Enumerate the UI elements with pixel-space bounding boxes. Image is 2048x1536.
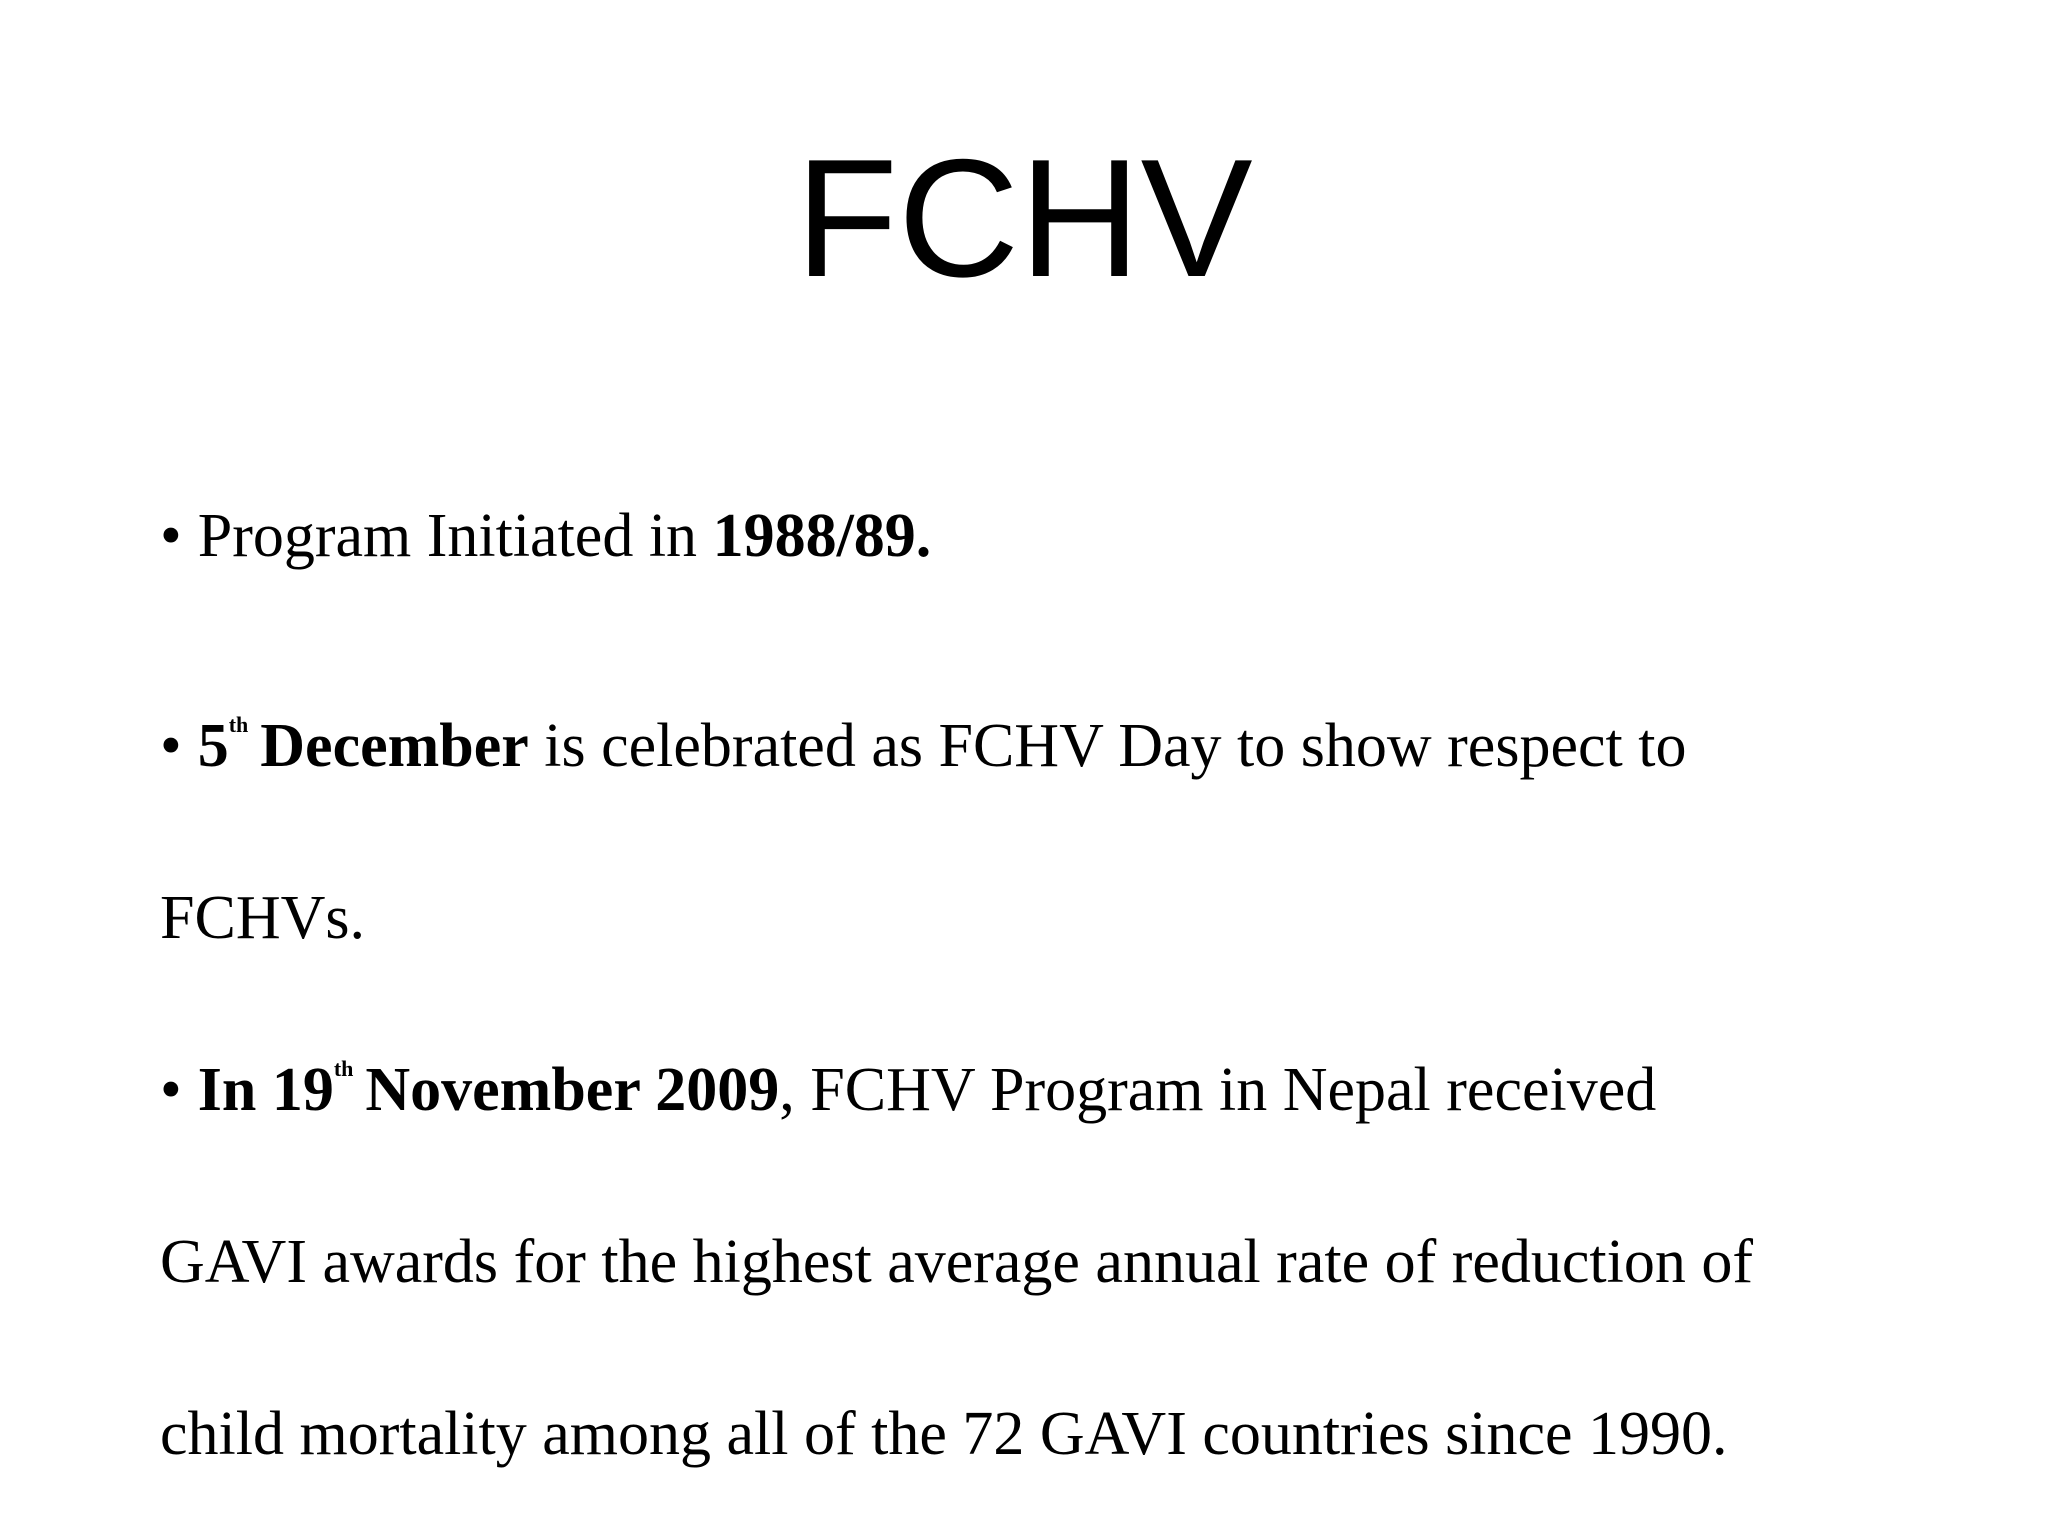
bullet-line (160, 1004, 1940, 1176)
bullet-text: is celebrated as FCHV Day to show respect to (528, 712, 1687, 780)
slide-body (160, 480, 1940, 1520)
bullet-fchv-day (160, 660, 1940, 1004)
bullet-bold-year: 1988/89. (712, 502, 932, 570)
bullet-marker: • (160, 712, 182, 780)
bullet-text: Program Initiated in (197, 502, 713, 570)
bullet-line: child mortality among all of the 72 GAVI countries since 1990. (160, 1400, 1728, 1468)
bullet-line: GAVI awards for the highest average annual rate of reduction of (160, 1228, 1754, 1296)
bullet-bold-month-year: November 2009 (365, 1056, 780, 1124)
bullet-program-initiated (160, 480, 1940, 592)
bullet-marker: • (160, 502, 182, 570)
bullet-bold-date-number: In 19 (197, 1056, 334, 1124)
bullet-marker: • (160, 1056, 182, 1124)
bullet-bold-month: December (260, 712, 529, 780)
bullet-text: , FCHV Program in Nepal received (779, 1056, 1657, 1124)
bullet-bold-date-number: 5 (197, 712, 229, 780)
bullet-line (160, 660, 1940, 832)
bullet-date-superscript: th (333, 1056, 354, 1081)
bullet-gavi-award (160, 1004, 1940, 1520)
slide-title: FCHV (795, 124, 1253, 312)
bullet-date-superscript: th (228, 712, 249, 737)
bullet-line: FCHVs. (160, 884, 366, 952)
bullet-line (160, 480, 1940, 592)
